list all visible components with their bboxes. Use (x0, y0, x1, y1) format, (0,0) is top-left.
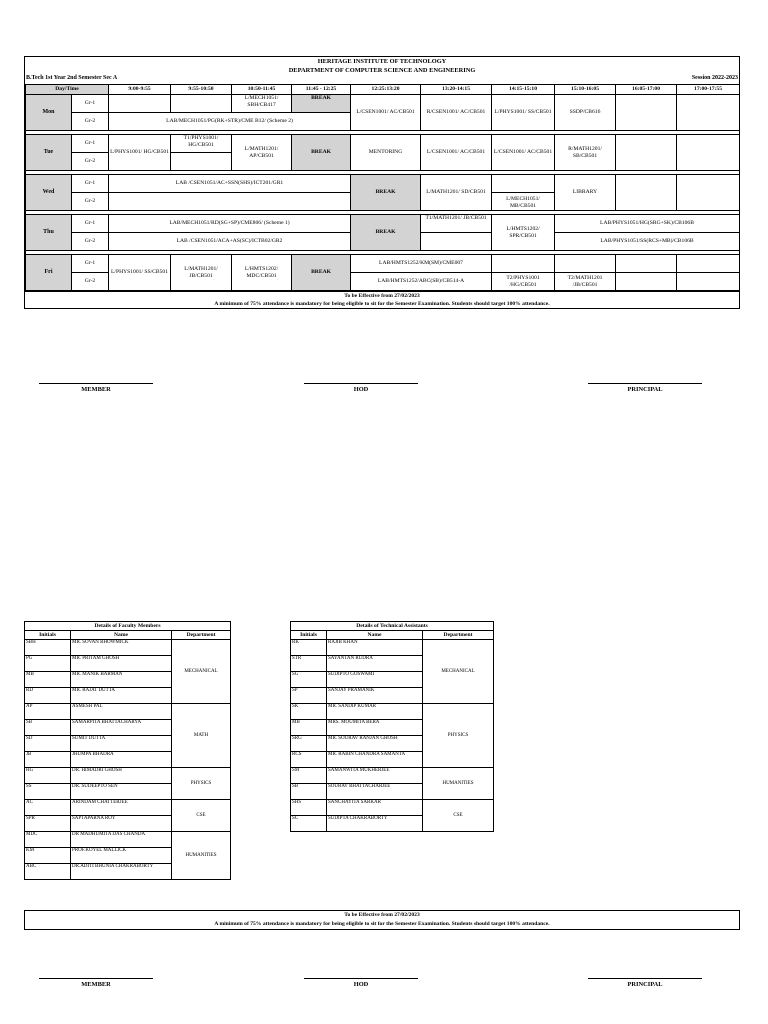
department-cell: HUMANITIES (423, 768, 494, 800)
initials-cell: SB (25, 720, 71, 736)
name-cell: MRS. MOUMITA BERA (327, 720, 423, 736)
break-cell: BREAK (292, 95, 351, 113)
slot-header: 12:25:13:20 (351, 85, 421, 95)
name-cell: MR. SANDIP KUMAR (327, 704, 423, 720)
effective-date: To be Effective from 27/02/2023 (344, 912, 420, 918)
name-cell: SAPTAPARNA ROY (71, 816, 172, 832)
name-cell: SUMIT DUTTA (71, 736, 172, 752)
lab-cell: LAB/HMTS1252/KM(SM)/CME007 (351, 255, 492, 273)
slot-header: 16:05-17:00 (616, 85, 677, 95)
class-cell: T1/PHYS1001/ HG/CB501 (171, 135, 232, 153)
column-header: Name (327, 631, 423, 640)
lab-cell: LAB /CSEN1051/AC+SSN(SHS)/ICT201/GR1 (109, 175, 351, 193)
initials-cell: SRG (291, 736, 327, 752)
initials-cell: SD (25, 736, 71, 752)
department-cell: MECHANICAL (423, 640, 494, 704)
initials-cell: RD (25, 688, 71, 704)
column-header: Department (172, 631, 231, 640)
class-cell: R/MATH1201/ SB/CB501 (555, 135, 616, 171)
session-label: Session 2022-2023 (691, 75, 738, 81)
class-cell: MENTORING (351, 135, 421, 171)
class-cell (109, 193, 351, 211)
name-cell: SOURAV BHATTACHARJEE (327, 784, 423, 800)
table-row (291, 704, 494, 720)
slot-header: 10:50-11:45 (232, 85, 292, 95)
group-label: Gr-1 (72, 215, 109, 233)
class-cell: LIBRARY (555, 175, 616, 211)
class-cell (616, 135, 677, 171)
day-label: Tue (26, 135, 72, 171)
day-time-header: Day/Time (26, 85, 109, 95)
name-cell: MR. SOURAV RANJAN GHOSH (327, 736, 423, 752)
class-cell (616, 255, 677, 273)
class-cell (171, 95, 232, 113)
department-cell: MATH (172, 704, 231, 768)
column-header: Department (423, 631, 494, 640)
table-row (291, 800, 494, 816)
timetable-header-row (26, 85, 740, 95)
class-cell (616, 175, 677, 211)
name-cell: SUDIPTA CHAKRABORTY (327, 816, 423, 832)
class-cell: L/PHYS1001/ SS/CB501 (492, 95, 555, 131)
name-cell: MR. PRITAM GHOSH (71, 656, 172, 672)
table-row (25, 640, 231, 656)
lab-cell: LAB/MECH1051/RD(SG+SP)/CME806/ (Scheme 1) (109, 215, 351, 233)
group-label: Gr-2 (72, 113, 109, 131)
class-cell (555, 255, 616, 273)
hod-signature-line (304, 978, 418, 979)
hod-signature-line (304, 383, 418, 384)
class-row (25, 75, 739, 84)
member-signature-line (39, 978, 153, 979)
name-cell: SUDIPTO GOSWAMI (327, 672, 423, 688)
initials-cell: PG (25, 656, 71, 672)
name-cell: SAMARPITA BHATTACHARYA (71, 720, 172, 736)
initials-cell: HG (25, 768, 71, 784)
principal-signature-line (588, 978, 702, 979)
break-cell: BREAK (292, 135, 351, 171)
class-cell (677, 273, 740, 291)
class-cell: L/MATH1201/ AP/CB501 (232, 135, 292, 171)
class-cell (421, 233, 492, 251)
institute-title: HERITAGE INSTITUTE OF TECHNOLOGY (317, 58, 447, 65)
hod-label: HOD (353, 981, 369, 988)
day-row-mon-g1 (26, 95, 740, 113)
faculty-table-title: Details of Faculty Members (25, 622, 231, 631)
class-cell (616, 273, 677, 291)
routine-sheet (24, 56, 740, 309)
department-cell: MECHANICAL (172, 640, 231, 704)
name-cell: DR. SUDEEPTO SEN (71, 784, 172, 800)
group-label: Gr-1 (72, 175, 109, 193)
group-label: Gr-2 (72, 233, 109, 251)
column-header: Initials (25, 631, 71, 640)
faculty-table (24, 621, 231, 880)
assistants-table-title: Details of Technical Assistants (291, 622, 494, 631)
initials-cell: SBH (25, 640, 71, 656)
class-cell (109, 95, 171, 113)
initials-cell: AP (25, 704, 71, 720)
class-cell: SSDP/CB616 (555, 95, 616, 131)
class-cell: T2/MATH1201 /JB/CB501 (555, 273, 616, 291)
day-row-fri-g1 (26, 255, 740, 273)
initials-cell: JB (25, 752, 71, 768)
class-cell: L/MECH1051/ SBH/CB417 (232, 95, 292, 113)
name-cell: MR. RAJAT DUTTA (71, 688, 172, 704)
lab-cell: LAB/PHYS1051/SS(RCS+MB)/CB106B (555, 233, 740, 251)
principal-label: PRINCIPAL (627, 386, 663, 393)
initials-cell: MDC (25, 832, 71, 848)
bottom-notice (24, 910, 740, 930)
name-cell: DR MADHUMITA DAS CHANDA (71, 832, 172, 848)
initials-cell: SP (291, 688, 327, 704)
principal-label: PRINCIPAL (627, 981, 663, 988)
class-cell: L/MECH1051/ MB/CB501 (492, 193, 555, 211)
department-cell: CSE (423, 800, 494, 832)
slot-header: 17:00-17:55 (677, 85, 740, 95)
group-label: Gr-1 (72, 135, 109, 153)
class-cell (492, 255, 555, 273)
table-row (25, 768, 231, 784)
day-row-tue-g1 (26, 135, 740, 153)
class-cell: L/CSEN1001/ AC/CB501 (421, 135, 492, 171)
name-cell: ARINDAM CHATTERJEE (71, 800, 172, 816)
break-cell: BREAK (351, 175, 421, 211)
lab-cell: LAB /CSEN1051/ACA+AS(SC)/ICTB02/GR2 (109, 233, 351, 251)
slot-header: 9:55-10:50 (171, 85, 232, 95)
name-cell: DR.ADITI BHUNIA CHAKRABORTY (71, 864, 172, 880)
department-title: DEPARTMENT OF COMPUTER SCIENCE AND ENGINEERING (288, 67, 476, 74)
table-row (25, 800, 231, 816)
name-cell: MR. RABIN CHANDRA SAMANTA (327, 752, 423, 768)
class-cell: T1/MATH1201/ JB/CB501 (421, 215, 492, 233)
class-cell (677, 135, 740, 171)
initials-cell: RK (291, 640, 327, 656)
lab-cell: LAB/HMTS1252/ABC(SB)/CB514-A (351, 273, 492, 291)
slot-header: 11:45 - 12:25 (292, 85, 351, 95)
initials-cell: SS (25, 784, 71, 800)
name-cell: MR. MANIK BARMAN (71, 672, 172, 688)
slot-header: 15:10-16:05 (555, 85, 616, 95)
initials-cell: SG (291, 672, 327, 688)
attendance-note: A minimum of 75% attendance is mandatory for being eligible to sit for the Semester Examination. Students should target 100% attendance. (214, 301, 550, 307)
class-cell: T2/PHYS1001 /HG/CB501 (492, 273, 555, 291)
initials-cell: KM (25, 848, 71, 864)
name-cell: DR. HIMADRI GHOSH (71, 768, 172, 784)
class-cell (171, 153, 232, 171)
department-cell: PHYSICS (172, 768, 231, 800)
member-label: MEMBER (81, 981, 111, 988)
member-label: MEMBER (81, 386, 111, 393)
day-label: Thu (26, 215, 72, 251)
initials-cell: MB (291, 720, 327, 736)
lab-cell: LAB/MECH1051/PG(RK+STR)/CME B12/ (Scheme 2) (109, 113, 351, 131)
break-cell: BREAK (351, 215, 421, 251)
assistants-table (290, 621, 494, 832)
initials-cell: SK (291, 704, 327, 720)
day-row-wed-g1 (26, 175, 740, 193)
lab-cell: LAB/PHYS1051/HG(SRG+SK)/CB106B (555, 215, 740, 233)
table-row (25, 704, 231, 720)
class-cell (677, 255, 740, 273)
class-cell (677, 95, 740, 131)
group-label: Gr-2 (72, 153, 109, 171)
class-cell: L/PHYS1001/ HG/CB501 (109, 135, 171, 171)
name-cell: RAJIB KHAN (327, 640, 423, 656)
class-cell: L/HMTS1202/ MDC/CB501 (232, 255, 292, 291)
initials-cell: RCS (291, 752, 327, 768)
class-cell: L/CSEN1001/ AC/CB501 (492, 135, 555, 171)
day-label: Wed (26, 175, 72, 211)
slot-header: 14:15-15:10 (492, 85, 555, 95)
class-cell (492, 175, 555, 193)
hod-label: HOD (353, 386, 369, 393)
class-cell: L/MATH1201/ JB/CB501 (171, 255, 232, 291)
initials-cell: SB (291, 784, 327, 800)
timetable (25, 84, 740, 291)
name-cell: SANJAY PRAMANIK (327, 688, 423, 704)
name-cell: PROF.KOYEL MALLICK (71, 848, 172, 864)
class-cell: R/CSEN1001/ AC/CB501 (421, 95, 492, 131)
day-label: Fri (26, 255, 72, 291)
table-row (291, 640, 494, 656)
group-label: Gr-2 (72, 273, 109, 291)
class-cell (677, 175, 740, 211)
name-cell: JHUMPA BHADRA (71, 752, 172, 768)
table-row (291, 768, 494, 784)
column-header: Initials (291, 631, 327, 640)
slot-header: 13:20-14:15 (421, 85, 492, 95)
attendance-note: A minimum of 75% attendance is mandatory for being eligible to sit for the Semester Examination. Students should target 100% attendance. (214, 921, 550, 927)
initials-cell: AC (25, 800, 71, 816)
effective-date: To be Effective from 27/02/2023 (344, 293, 420, 299)
name-cell: SAYANTAN RUDRA (327, 656, 423, 672)
name-cell: ASMESH PAL (71, 704, 172, 720)
group-label: Gr-1 (72, 255, 109, 273)
column-header: Name (71, 631, 172, 640)
day-label: Mon (26, 95, 72, 131)
slot-header: 9:00-9:55 (109, 85, 171, 95)
initials-cell: MB (25, 672, 71, 688)
initials-cell: SPR (25, 816, 71, 832)
group-label: Gr-1 (72, 95, 109, 113)
class-cell: L/MATH1201/ SD/CB501 (421, 175, 492, 211)
class-cell (616, 95, 677, 131)
department-cell: HUMANITIES (172, 832, 231, 880)
class-cell: L/HMTS1202/ SPR/CB501 (492, 215, 555, 251)
class-cell: L/PHYS1001/ SS/CB501 (109, 255, 171, 291)
initials-cell: STR (291, 656, 327, 672)
class-cell: L/CSEN1001/ AC/CB501 (351, 95, 421, 131)
name-cell: SANCHAYITA SARKAR (327, 800, 423, 816)
notice-block (25, 291, 739, 308)
table-row (25, 832, 231, 848)
initials-cell: SM (291, 768, 327, 784)
class-label: B.Tech 1st Year 2nd Semester Sec A (26, 75, 118, 81)
initials-cell: SC (291, 816, 327, 832)
principal-signature-line (588, 383, 702, 384)
name-cell: MR. SOVAN BHOWMICK (71, 640, 172, 656)
member-signature-line (39, 383, 153, 384)
initials-cell: ABC (25, 864, 71, 880)
group-label: Gr-2 (72, 193, 109, 211)
initials-cell: SHS (291, 800, 327, 816)
break-cell: BREAK (292, 255, 351, 291)
day-row-thu-g1 (26, 215, 740, 233)
department-cell: PHYSICS (423, 704, 494, 768)
name-cell: SAMANWITA MUKHERJEE (327, 768, 423, 784)
department-cell: CSE (172, 800, 231, 832)
